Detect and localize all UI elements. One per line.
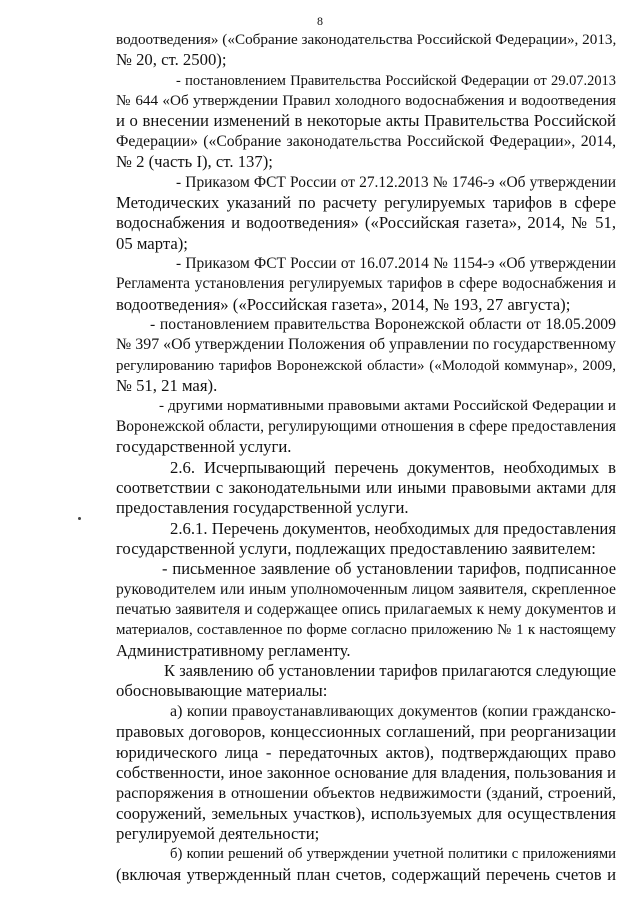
text-line: государственной услуги. <box>116 437 292 457</box>
text-line: - письменное заявление об установлении тарифов, подписанное <box>162 559 616 579</box>
text-line: № 20, ст. 2500); <box>116 50 227 70</box>
text-line: печатью заявителя и содержащее опись прилагаемых к нему документов и <box>116 601 616 618</box>
text-line: 2.6. Исчерпывающий перечень документов, необходимых в <box>170 457 616 477</box>
text-line: регулированию тарифов Воронежской области» («Молодой коммунар», 2009, <box>116 357 616 374</box>
text-line: - другими нормативными правовыми актами Российской Федерации и <box>159 397 616 415</box>
text-line: - Приказом ФСТ России от 27.12.2013 № 1746-э «Об утверждении <box>176 173 616 191</box>
text-line: № 397 «Об утверждении Положения об управлении по государственному <box>116 336 616 354</box>
text-line: - постановлением правительства Воронежской области от 18.05.2009 <box>150 316 616 333</box>
text-line: а) копии правоустанавливающих документов (копии гражданско- <box>170 702 616 720</box>
text-line: собственности, иное законное основание для владения, пользования и <box>116 762 616 782</box>
text-line: - Приказом ФСТ России от 16.07.2014 № 1154-э «Об утверждении <box>176 254 616 272</box>
text-line: № 644 «Об утверждении Правил холодного водоснабжения и водоотведения <box>116 92 616 110</box>
text-line: 05 марта); <box>116 233 188 253</box>
text-line: Методических указаний по расчету регулируемых тарифов в сфере <box>116 192 616 212</box>
text-line: Федерации» («Собрание законодательства Российской Федерации», 2014, <box>116 132 616 150</box>
text-line: водоотведения» («Российская газета», 2014, № 193, 27 августа); <box>116 294 571 314</box>
text-line: юридического лица - передаточных актов), подтверждающих право <box>116 742 616 762</box>
text-line: водоснабжения и водоотведения» («Российская газета», 2014, № 51, <box>116 213 616 233</box>
text-line: обосновывающие материалы: <box>116 681 328 701</box>
text-line: № 51, 21 мая). <box>116 376 218 396</box>
text-line: правовых договоров, концессионных соглашений, при реорганизации <box>116 722 616 742</box>
text-line: материалов, составленное по форме согласно приложению № 1 к настоящему <box>116 622 616 639</box>
text-line: распоряжения в отношении объектов недвижимости (зданий, строений, <box>116 784 616 803</box>
text-line: водоотведения» («Собрание законодательства Российской Федерации», 2013, <box>116 31 617 48</box>
text-line: государственной услуги, подлежащих предоставлению заявителем: <box>116 538 596 558</box>
page-number: 8 <box>317 14 323 28</box>
text-line: соответствии с законодательными или иными правовыми актами для <box>116 477 616 497</box>
text-line: руководителем или иным уполномоченным лицом заявителя, скрепленное <box>116 580 616 598</box>
text-line: и о внесении изменений в некоторые акты Правительства Российской <box>116 111 616 131</box>
text-line: Административному регламенту. <box>116 640 351 660</box>
text-line: К заявлению об установлении тарифов прилагаются следующие <box>164 661 616 681</box>
scan-speck <box>78 517 81 520</box>
text-line: регулируемой деятельности; <box>116 823 320 843</box>
text-line: - постановлением Правительства Российской Федерации от 29.07.2013 <box>176 72 616 89</box>
text-line: сооружений, земельных участков), используемых для осуществления <box>116 803 616 823</box>
text-line: № 2 (часть I), ст. 137); <box>116 152 273 172</box>
text-line: 2.6.1. Перечень документов, необходимых для предоставления <box>170 518 616 538</box>
text-line: Воронежской области, регулирующими отношения в сфере предоставления <box>116 417 616 435</box>
text-line: предоставления государственной услуги. <box>116 498 409 518</box>
text-line: б) копии решений об утверждении учетной политики с приложениями <box>170 846 616 863</box>
text-line: Регламента установления регулируемых тарифов в сфере водоснабжения и <box>116 275 616 293</box>
text-line: (включая утвержденный план счетов, содержащий перечень счетов и <box>116 864 616 884</box>
